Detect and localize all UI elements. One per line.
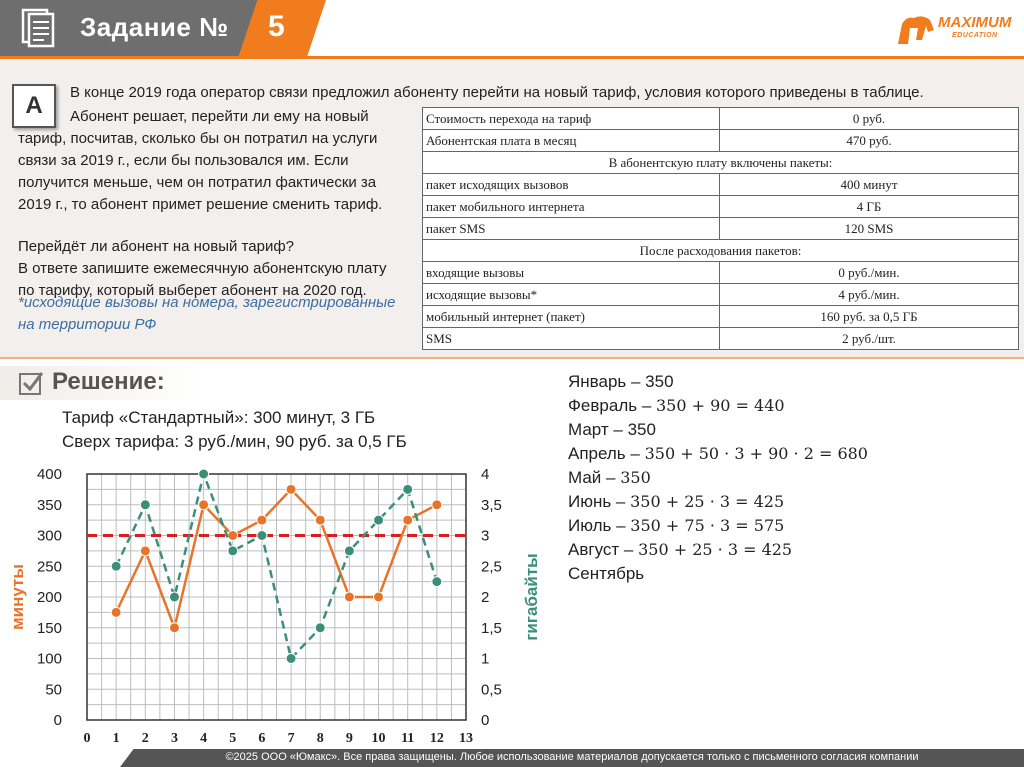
tariff-standard-text: Тариф «Стандартный»: 300 минут, 3 ГБ [62, 408, 376, 427]
task-paragraph [18, 106, 418, 216]
data-point-minutes [286, 484, 296, 494]
paragraph-line: получится меньше, чем он потратил фактически за [18, 174, 377, 191]
table-cell-label: Абонентская плата в месяц [423, 130, 720, 152]
calc-month: Август – [568, 540, 639, 559]
left-tick-label: 150 [36, 619, 62, 637]
task-intro: В конце 2019 года оператор связи предложил абоненту перейти на новый тариф, условия которого приведены в таблице. [70, 84, 924, 101]
left-axis-label: минуты [8, 564, 27, 630]
table-cell-label: пакет исходящих вызовов [423, 174, 720, 196]
right-tick-label: 3 [481, 527, 490, 545]
table-cell-label: пакет SMS [423, 218, 720, 240]
right-tick-label: 1,5 [481, 619, 502, 637]
data-point-gigabytes [228, 546, 238, 556]
right-tick-label: 1 [481, 650, 490, 668]
left-tick-label: 50 [45, 681, 62, 699]
footnote-line: на территории РФ [18, 316, 157, 333]
x-tick-label: 11 [401, 731, 415, 746]
data-point-gigabytes [374, 515, 384, 525]
calc-expression: 350 + 25 · 3 = 425 [630, 492, 785, 511]
table-cell-label: мобильный интернет (пакет) [423, 306, 720, 328]
data-point-minutes [228, 531, 238, 541]
right-tick-label: 2,5 [481, 558, 502, 576]
data-point-gigabytes [169, 592, 179, 602]
left-tick-label: 300 [36, 527, 62, 545]
table-section-header: После расходования пакетов: [423, 240, 1019, 262]
table-row [423, 152, 1019, 174]
table-cell-value: 160 руб. за 0,5 ГБ [720, 306, 1019, 328]
table-cell-label: входящие вызовы [423, 262, 720, 284]
table-row [423, 174, 1019, 196]
table-row [423, 306, 1019, 328]
document-icon [20, 8, 56, 48]
data-point-gigabytes [257, 531, 267, 541]
table-row [423, 218, 1019, 240]
calc-month: Апрель – [568, 444, 645, 463]
right-tick-label: 4 [481, 466, 490, 483]
panel-divider [0, 357, 1024, 359]
data-point-gigabytes [432, 577, 442, 587]
logo-subtext: EDUCATION [952, 32, 998, 39]
right-tick-label: 2 [481, 589, 490, 606]
data-point-gigabytes [111, 561, 121, 571]
right-tick-label: 0 [481, 712, 490, 729]
calc-month: Июль – [568, 516, 631, 535]
table-cell-value: 400 минут [720, 174, 1019, 196]
data-point-minutes [374, 592, 384, 602]
question-line: В ответе запишите ежемесячную абонентскую плату [18, 260, 387, 277]
calculation-list [568, 370, 868, 586]
calc-month: Сентябрь [568, 564, 645, 583]
table-row [423, 328, 1019, 350]
calc-line [568, 490, 868, 514]
solution-title: Решение: [52, 368, 165, 395]
table-row [423, 130, 1019, 152]
data-point-gigabytes [140, 500, 150, 510]
left-tick-label: 0 [53, 712, 62, 729]
data-point-minutes [140, 546, 150, 556]
calc-line [568, 442, 868, 466]
table-cell-value: 2 руб./шт. [720, 328, 1019, 350]
calc-line [568, 538, 868, 562]
table-row [423, 240, 1019, 262]
table-section-header: В абонентскую плату включены пакеты: [423, 152, 1019, 174]
x-tick-label: 13 [459, 731, 473, 746]
left-tick-label: 200 [36, 589, 62, 606]
x-tick-label: 7 [287, 731, 295, 746]
calc-line [568, 370, 868, 394]
calc-month: Июнь – [568, 492, 631, 511]
left-tick-label: 350 [36, 496, 62, 514]
x-tick-label: 12 [429, 731, 444, 746]
table-row [423, 108, 1019, 130]
question-line: по тарифу, который выберет абонент на 2020 год. [18, 282, 367, 299]
paragraph-line: тариф, посчитав, сколько бы он потратил на услуги [18, 130, 378, 147]
question-line: Перейдёт ли абонент на новый тариф? [18, 238, 295, 255]
data-point-minutes [403, 515, 413, 525]
data-point-gigabytes [344, 546, 354, 556]
logo-text: MAXIMUM [938, 14, 1012, 31]
data-point-minutes [315, 515, 325, 525]
x-tick-label: 3 [170, 731, 178, 746]
table-cell-value: 4 ГБ [720, 196, 1019, 218]
calc-line [568, 466, 868, 490]
x-tick-label: 10 [371, 731, 386, 746]
data-point-gigabytes [286, 654, 296, 664]
calc-month: Март – 350 [568, 420, 656, 439]
left-tick-label: 100 [36, 650, 62, 668]
data-point-minutes [111, 607, 121, 617]
tariff-table [422, 107, 1019, 350]
calc-line [568, 562, 868, 586]
left-tick-label: 400 [36, 466, 62, 483]
data-point-minutes [432, 500, 442, 510]
table-cell-value: 0 руб. [720, 108, 1019, 130]
table-cell-value: 4 руб./мин. [720, 284, 1019, 306]
task-badge: A [12, 84, 56, 128]
table-cell-value: 0 руб./мин. [720, 262, 1019, 284]
calc-expression: 350 [620, 468, 651, 487]
table-row [423, 262, 1019, 284]
footnote-line: *исходящие вызовы на номера, зарегистрированные [18, 294, 396, 311]
x-tick-label: 6 [258, 731, 266, 746]
calc-line [568, 418, 868, 442]
calc-line [568, 514, 868, 538]
data-point-minutes [257, 515, 267, 525]
paragraph-line: 2019 г., то абонент примет решение сменить тариф. [18, 196, 383, 213]
calc-month: Май – [568, 468, 621, 487]
data-point-gigabytes [199, 469, 209, 479]
x-tick-label: 1 [112, 731, 120, 746]
table-row [423, 196, 1019, 218]
paragraph-line: связи за 2019 г., если бы пользовался им. Если [18, 152, 349, 169]
x-tick-label: 8 [316, 731, 324, 746]
calc-line [568, 394, 868, 418]
task-footnote [18, 292, 418, 336]
page-title: Задание № [80, 12, 229, 42]
x-tick-label: 9 [345, 731, 353, 746]
calc-expression: 350 + 50 · 3 + 90 · 2 = 680 [644, 444, 868, 463]
table-cell-value: 120 SMS [720, 218, 1019, 240]
right-tick-label: 3,5 [481, 496, 502, 514]
table-cell-label: SMS [423, 328, 720, 350]
right-tick-label: 0,5 [481, 681, 502, 699]
data-point-minutes [169, 623, 179, 633]
x-tick-label: 2 [141, 731, 149, 746]
calc-month: Февраль – [568, 396, 656, 415]
calc-expression: 350 + 90 = 440 [656, 396, 785, 415]
data-point-minutes [344, 592, 354, 602]
calc-expression: 350 + 25 · 3 = 425 [638, 540, 793, 559]
calc-expression: 350 + 75 · 3 = 575 [630, 516, 785, 535]
footer-copyright: ©2025 ООО «Юмакс». Все права защищены. Любое использование материалов допускается только с письменного согласия компании [225, 751, 919, 763]
table-cell-value: 470 руб. [720, 130, 1019, 152]
tariff-over-text: Сверх тарифа: 3 руб./мин, 90 руб. за 0,5 ГБ [62, 432, 407, 451]
table-row [423, 284, 1019, 306]
x-tick-label: 4 [200, 731, 208, 746]
checkbox-checked-icon [18, 370, 44, 396]
table-cell-label: Стоимость перехода на тариф [423, 108, 720, 130]
task-number: 5 [268, 10, 285, 43]
paragraph-line: Абонент решает, перейти ли ему на новый [70, 108, 369, 125]
calc-month: Январь – 350 [568, 372, 674, 391]
right-axis-label: гигабайты [522, 553, 541, 641]
x-tick-label: 0 [83, 731, 91, 746]
data-point-minutes [199, 500, 209, 510]
left-tick-label: 250 [36, 558, 62, 576]
usage-chart [0, 460, 560, 749]
table-cell-label: пакет мобильного интернета [423, 196, 720, 218]
x-tick-label: 5 [229, 731, 237, 746]
data-point-gigabytes [403, 484, 413, 494]
data-point-gigabytes [315, 623, 325, 633]
table-cell-label: исходящие вызовы* [423, 284, 720, 306]
